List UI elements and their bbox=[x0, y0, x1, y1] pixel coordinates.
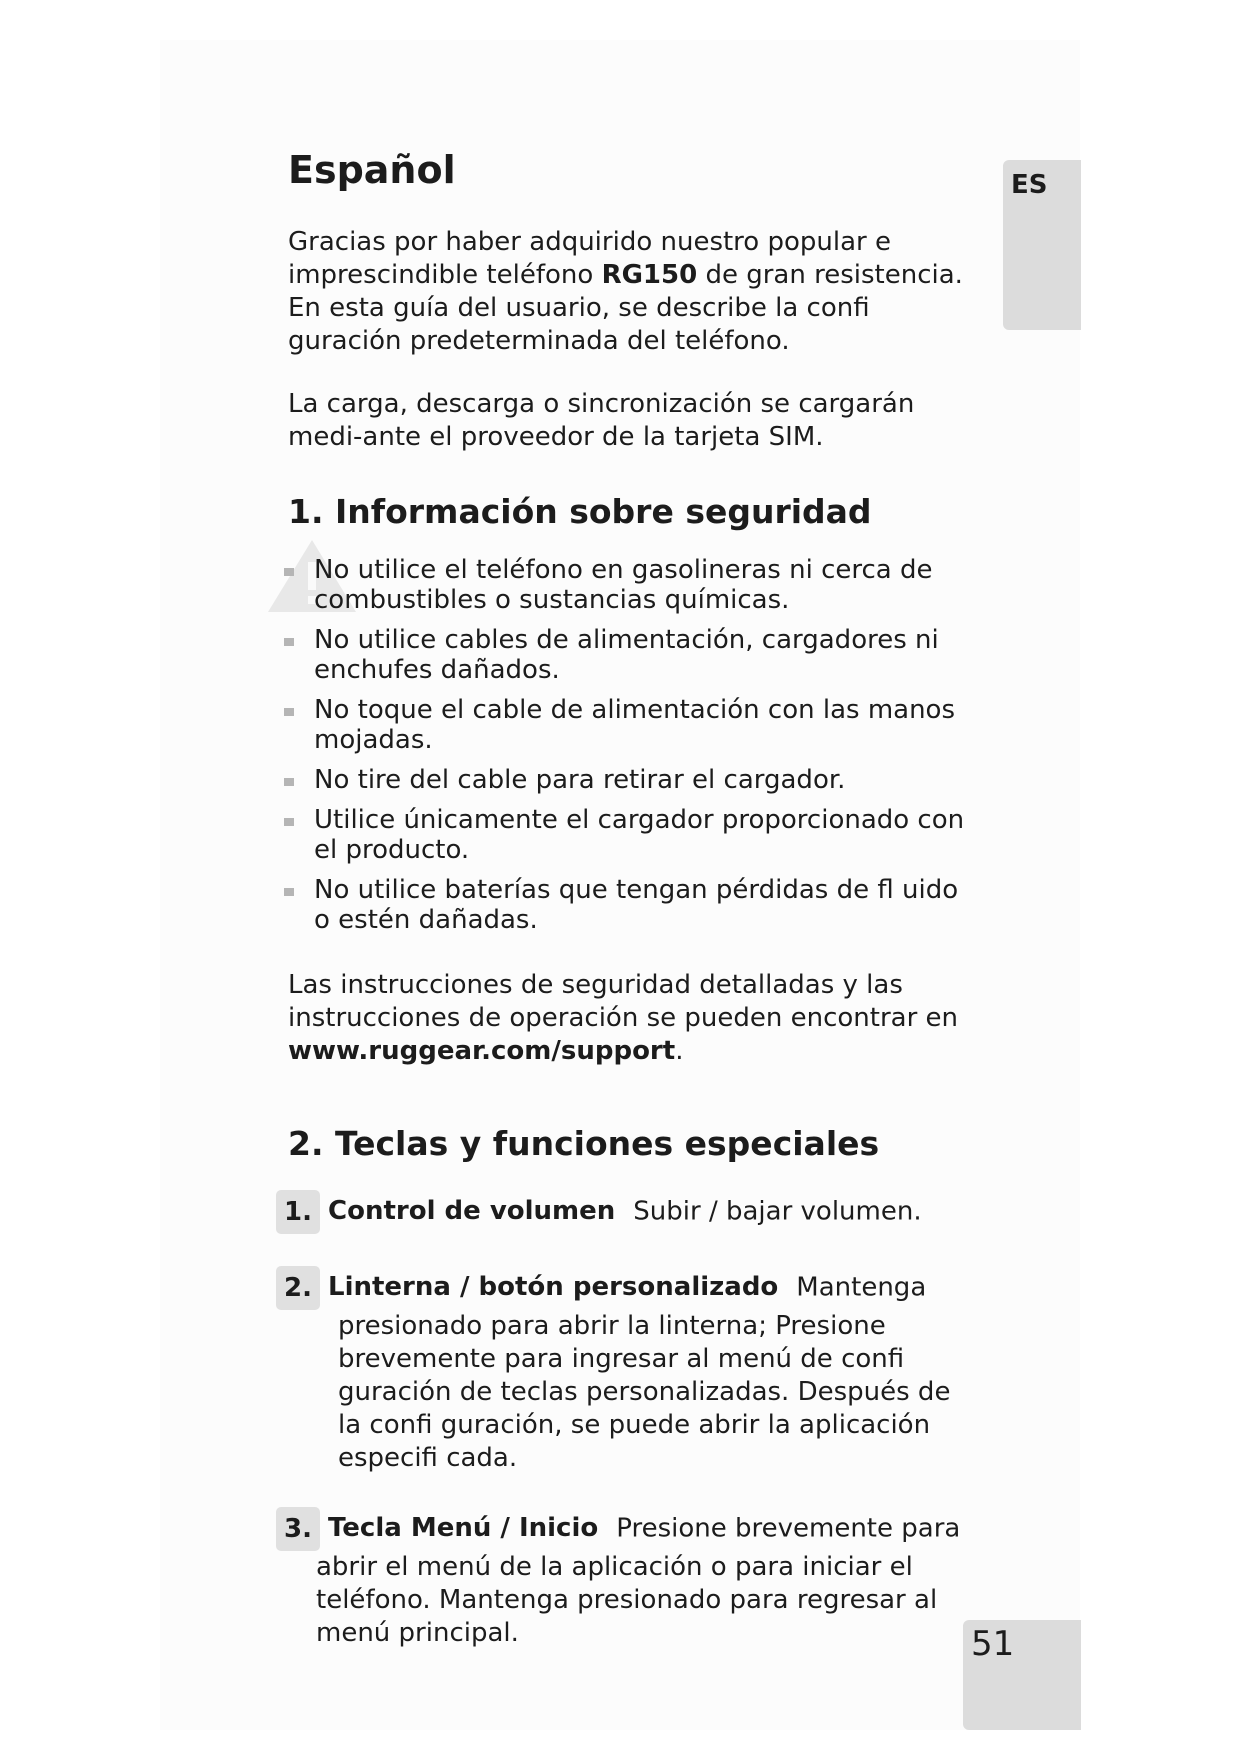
list-item: Utilice únicamente el cargador proporcionado con el producto. bbox=[288, 805, 978, 865]
language-tab bbox=[1003, 160, 1081, 330]
language-label: ES bbox=[1011, 170, 1048, 200]
intro-text-1: Gracias por haber adquirido nuestro popular e imprescindible teléfono bbox=[288, 226, 891, 290]
keys-heading: 2. Teclas y funciones especiales bbox=[288, 1124, 880, 1164]
charge-paragraph: La carga, descarga o sincronización se cargarán medi-ante el proveedor de la tarjeta SIM. bbox=[288, 388, 915, 452]
bullet-icon bbox=[284, 778, 294, 786]
list-item: No toque el cable de alimentación con las manos mojadas. bbox=[288, 695, 978, 755]
list-item: No tire del cable para retirar el cargador. bbox=[288, 765, 978, 795]
key-item-volume bbox=[284, 1190, 978, 1234]
details-text: Las instrucciones de seguridad detalladas y las instrucciones de operación se pueden encontrar en bbox=[288, 970, 959, 1034]
key-number-badge: 3. bbox=[276, 1507, 320, 1551]
key-item-menu-home bbox=[284, 1507, 978, 1650]
intro-text-2: de gran resistencia. En esta guía del usuario, se describe la confi guración predeterminada del teléfono. bbox=[288, 259, 963, 356]
bullet-icon bbox=[284, 568, 294, 576]
page-number: 51 bbox=[971, 1624, 1015, 1664]
safety-heading: 1. Información sobre seguridad bbox=[288, 491, 872, 531]
bullet-icon bbox=[284, 708, 294, 716]
key-number-badge: 2. bbox=[276, 1266, 320, 1310]
key-title: Linterna / botón personalizado bbox=[328, 1272, 779, 1303]
key-number-badge: 1. bbox=[276, 1190, 320, 1234]
key-description-cont: abrir el menú de la aplicación o para iniciar el teléfono. Mantenga presionado para regresar al menú principal. bbox=[316, 1551, 938, 1648]
support-link[interactable]: www.ruggear.com/support bbox=[288, 1036, 676, 1067]
details-end: . bbox=[675, 1036, 684, 1067]
model-name: RG150 bbox=[601, 259, 698, 290]
key-description: Mantenga bbox=[796, 1272, 927, 1303]
bullet-icon bbox=[284, 638, 294, 646]
bullet-icon bbox=[284, 888, 294, 896]
page-title: Español bbox=[288, 148, 456, 192]
key-description: Subir / bajar volumen. bbox=[633, 1196, 922, 1227]
page-number-tab bbox=[963, 1620, 1081, 1730]
intro-paragraph bbox=[288, 226, 978, 358]
list-item: No utilice el teléfono en gasolineras ni cerca de combustibles o sustancias químicas. bbox=[288, 555, 978, 615]
document-body bbox=[284, 148, 978, 1682]
safety-list bbox=[288, 555, 978, 935]
key-title: Control de volumen bbox=[328, 1196, 616, 1227]
key-title: Tecla Menú / Inicio bbox=[328, 1513, 599, 1544]
key-description: Presione brevemente para bbox=[616, 1513, 961, 1544]
bullet-icon bbox=[284, 818, 294, 826]
key-item-flashlight bbox=[284, 1266, 978, 1475]
safety-details-paragraph bbox=[288, 969, 978, 1068]
list-item: No utilice baterías que tengan pérdidas de fl uido o estén dañadas. bbox=[288, 875, 978, 935]
keys-list bbox=[284, 1190, 978, 1650]
list-item: No utilice cables de alimentación, cargadores ni enchufes dañados. bbox=[288, 625, 978, 685]
key-description-cont: presionado para abrir la linterna; Presione brevemente para ingresar al menú de confi guración de teclas personalizadas. Después de la confi guración, se puede abrir la aplicación especifi cada. bbox=[338, 1310, 951, 1473]
